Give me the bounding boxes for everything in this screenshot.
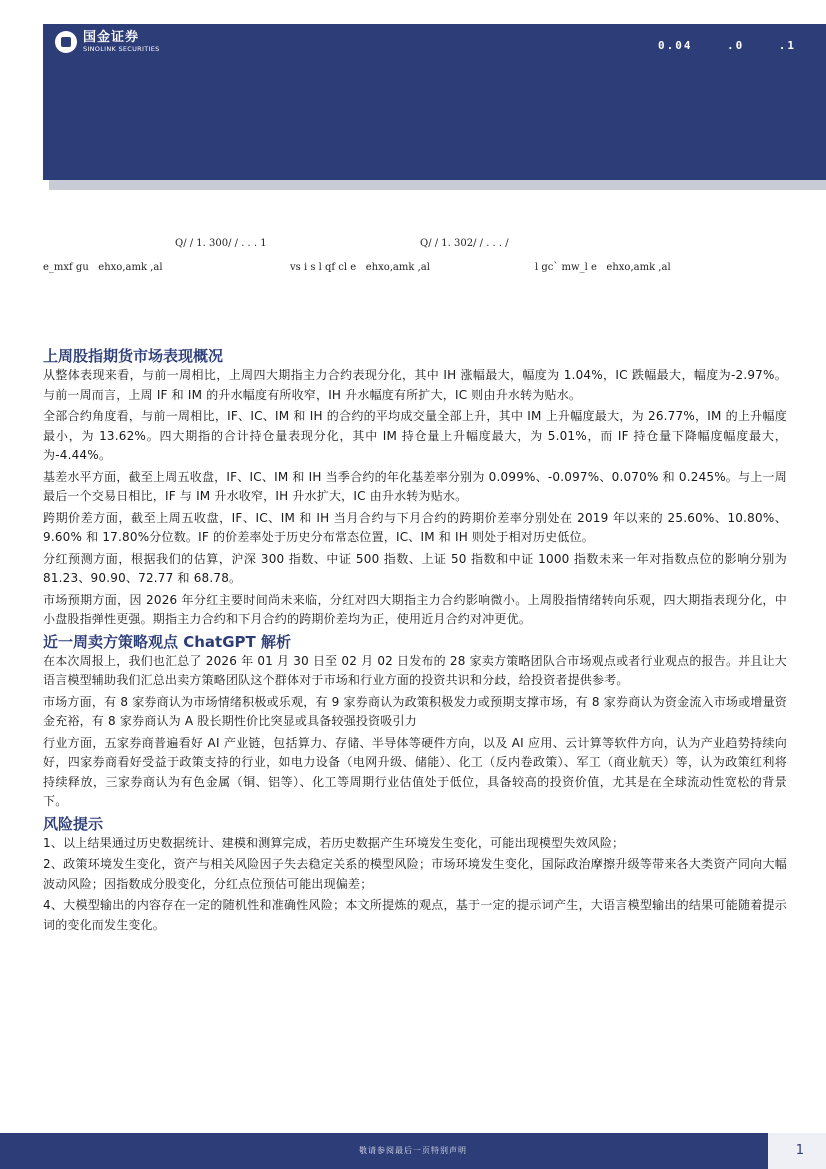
logo-icon: [55, 31, 77, 53]
paragraph: 分红预测方面，根据我们的估算，沪深 300 指数、中证 500 指数、上证 50 指数和中证 1000 指数未来一年对指数点位的影响分别为 81.23、90.90、72.77 和 68.78。: [43, 551, 787, 585]
garbled-col2-bottom: vs i s l qf cl e ehxo,amk ,al: [290, 262, 430, 273]
garbled-col1-top: Q/ / 1. 300/ / . . . 1: [175, 238, 267, 249]
report-body: [43, 346, 787, 937]
company-logo: [55, 31, 160, 53]
paragraph: 从整体表现来看，与前一周相比，上周四大期指主力合约表现分化，其中 IH 涨幅最大，幅度为 1.04%，IC 跌幅最大，幅度为-2.97%。与前一周而言，上周 IF 和 IM 的升水幅度有所收窄，IH 升水幅度有所扩大，IC 则由升水转为贴水。: [43, 368, 787, 402]
paragraph: 市场方面，有 8 家券商认为市场情绪积极或乐观，有 9 家券商认为政策积极发力或预期支撑市场，有 8 家券商认为资金流入市场或增量资金充裕，有 8 家券商认为 A 股长期性价比突显或具备较强投资吸引力: [43, 694, 787, 728]
footer-disclaimer: 敬请参阅最后一页特别声明: [359, 1146, 467, 1155]
logo-name-cn: 国金证券: [83, 30, 140, 46]
section-futures-overview: [43, 346, 787, 630]
section-strategy-views: [43, 632, 787, 812]
section-title: 上周股指期货市场表现概况: [43, 347, 224, 365]
paragraph: 2、政策环境发生变化，资产与相关风险因子失去稳定关系的模型风险；市场环境发生变化，国际政治摩擦升级等带来各大类资产同向大幅波动风险；因指数成分股变化，分红点位预估可能出现偏差；: [43, 857, 787, 891]
paragraph: 在本次周报上，我们也汇总了 2026 年 01 月 30 日至 02 月 02 日发布的 28 家卖方策略团队合市场观点或者行业观点的报告。并且让大语言模型辅助我们汇总出卖方策略团队这个群体对于市场和行业方面的投资共识和分歧，给投资者提供参考。: [43, 653, 787, 687]
garbled-col3-bottom: l gc` mw_l e ehxo,amk ,al: [535, 262, 671, 273]
paragraph: 基差水平方面，截至上周五收盘，IF、IC、IM 和 IH 当季合约的年化基差率分别为 0.099%、-0.097%、0.070% 和 0.245%。与上一周最后一个交易日相比，IF 与 IM 升水收窄，IH 升水扩大，IC 由升水转为贴水。: [43, 469, 787, 503]
paragraph: 全部合约角度看，与前一周相比，IF、IC、IM 和 IH 的合约的平均成交量全部上升，其中 IM 上升幅度最大，为 26.77%，IM 的上升幅度最小，为 13.62%。四大期指的合计持仓量表现分化，其中 IM 持仓量上升幅度最大，为 5.01%，而 IF 持仓量下降幅度幅度最大，为-4.44%。: [43, 409, 787, 462]
paragraph: 4、大模型输出的内容存在一定的随机性和准确性风险；本文所提炼的观点，基于一定的提示词产生，大语言模型输出的结果可能随着提示词的变化而发生变化。: [43, 898, 787, 932]
page-number: 1: [795, 1143, 804, 1158]
garbled-col1-bottom: e_mxf gu ehxo,amk ,al: [43, 262, 163, 273]
logo-name-en: SINOLINK SECURITIES: [83, 45, 160, 54]
paragraph: 行业方面，五家券商普遍看好 AI 产业链，包括算力、存储、半导体等硬件方向，以及 AI 应用、云计算等软件方向，认为产业趋势持续向好，四家券商看好受益于政策支持的行业，如电力设备（电网升级、储能）、化工（反内卷政策）、军工（商业航天）等，认为政策红利将持续释放，三家券商认为有色金属（铜、铝等）、化工等周期行业估值处于低位，具备较高的投资价值，尤其是在全球流动性宽松的背景下。: [43, 735, 787, 808]
paragraph: 市场预期方面，因 2026 年分红主要时间尚未来临，分红对四大期指主力合约影响微小。上周股指情绪转向乐观，四大期指表现分化，中小盘股指弹性更强。期指主力合约和下月合约的跨期价差均为正，使用近月合约对冲更优。: [43, 592, 787, 626]
section-title: 风险提示: [43, 814, 104, 833]
report-date: 0.04 .0 .1: [658, 39, 796, 52]
garbled-col2-top: Q/ / 1. 302/ / . . . /: [420, 238, 509, 249]
footer-bar: [0, 1133, 826, 1169]
paragraph: 1、以上结果通过历史数据统计、建模和测算完成，若历史数据产生环境发生变化，可能出现模型失效风险；: [43, 835, 625, 850]
section-title: 近一周卖方策略观点 ChatGPT 解析: [43, 632, 291, 651]
paragraph: 跨期价差方面，截至上周五收盘，IF、IC、IM 和 IH 当月合约与下月合约的跨期价差率分别处在 2019 年以来的 25.60%、10.80%、9.60% 和 17.80%分位数。IF 的价差率处于历史分布常态位置，IC、IM 和 IH 则处于相对历史低位。: [43, 510, 787, 544]
section-risk-warning: [43, 814, 787, 936]
